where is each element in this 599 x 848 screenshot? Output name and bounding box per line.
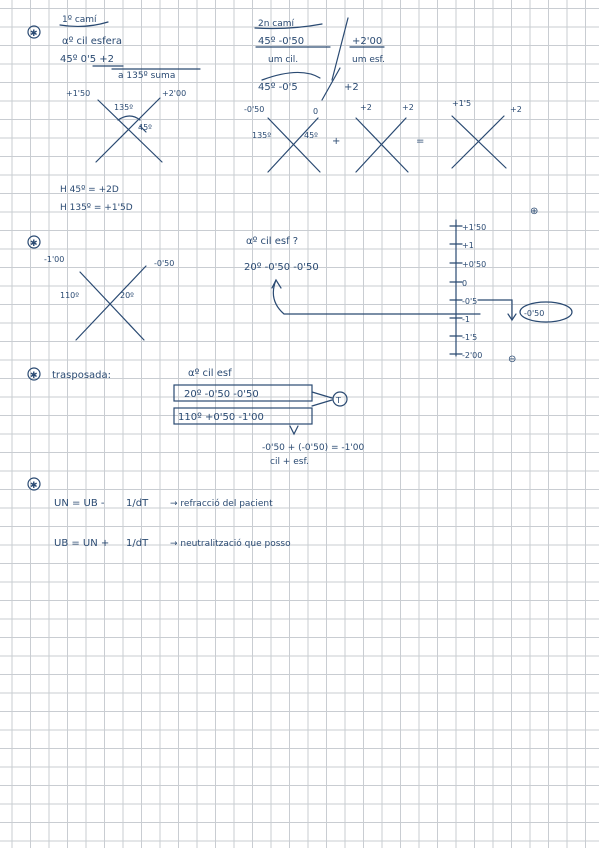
section2-values: 20º -0'50 -0'50 — [244, 262, 319, 273]
section2-header: αº cil esf ? — [246, 236, 299, 247]
second-way-row1-a: 45º -0'50 — [258, 36, 305, 47]
section3-calc-sub: cil + esf. — [270, 457, 309, 467]
formula1-note: → refracció del pacient — [170, 499, 273, 509]
cross-c-top-left: +1'5 — [452, 99, 472, 108]
calc-arrow — [290, 426, 298, 434]
section3-row1: 20º -0'50 -0'50 — [184, 389, 259, 400]
second-way-slash2 — [322, 68, 340, 100]
first-way-note: a 135º suma — [118, 71, 176, 81]
scale-tick-label: -0'5 — [462, 297, 478, 306]
note-h135: H 135º = +1'5D — [60, 203, 133, 213]
t-connector — [312, 392, 332, 398]
scale-highlight: -0'50 — [524, 309, 545, 318]
section3-calc: -0'50 + (-0'50) = -1'00 — [262, 443, 365, 453]
second-way-row2-a: um cil. — [268, 55, 299, 65]
equals-sign: = — [416, 136, 425, 147]
section3-header: αº cil esf — [188, 368, 232, 379]
first-way-values: 45º 0'5 +2 — [60, 54, 115, 65]
cross-b-top-left: +2 — [360, 103, 372, 112]
scale-tick-label: +1'50 — [462, 223, 487, 232]
section4-bullet: ✱ — [30, 481, 38, 491]
cross2-angle-left: 110º — [60, 291, 80, 300]
cross-a-angle-right: 45º — [304, 131, 318, 140]
second-way-title: 2n camí — [258, 19, 295, 29]
second-way-row3-b: +2 — [344, 82, 359, 93]
transfer-arrow — [262, 72, 320, 80]
scale-bracket — [478, 300, 512, 318]
scale-minus-sign: ⊖ — [508, 354, 517, 365]
cross-c-top-right: +2 — [510, 105, 522, 114]
cross2-left-label: -1'00 — [44, 255, 65, 264]
section3-row2: 110º +0'50 -1'00 — [178, 412, 264, 423]
scale-tick-label: +0'50 — [462, 260, 487, 269]
plus-sign: + — [332, 136, 341, 147]
formula2-fraction: 1/dT — [126, 538, 149, 549]
t-label: T — [336, 396, 341, 405]
section3-bullet: ✱ — [30, 371, 38, 381]
axis-cross-second-b — [356, 118, 408, 172]
cross1-right-label: +2'00 — [162, 89, 187, 98]
link-arrow — [273, 280, 480, 314]
cross1-left-label: +1'50 — [66, 89, 91, 98]
cross-b-top-right: +2 — [402, 103, 414, 112]
cross1-angle-upper: 135º — [114, 103, 134, 112]
formula2: UB = UN + — [54, 538, 110, 549]
section1-bullet: ✱ — [30, 29, 38, 39]
second-way-row2-b: um esf. — [352, 55, 385, 65]
cross-a-top-right: 0 — [313, 107, 319, 116]
axis-cross-second-a — [268, 118, 320, 172]
formula1-fraction: 1/dT — [126, 498, 149, 509]
cross-a-top-left: -0'50 — [244, 105, 265, 114]
first-way-header: αº cil esfera — [62, 36, 122, 47]
second-way-row3-a: 45º -0'5 — [258, 82, 298, 93]
cross-a-angle-left: 135º — [252, 131, 272, 140]
second-way-row1-b: +2'00 — [352, 36, 383, 47]
axis-cross-second-c — [452, 116, 506, 168]
formula1: UN = UB - — [54, 498, 105, 509]
cross1-angle-lower: 45º — [138, 123, 152, 132]
scale-plus-sign: ⊕ — [530, 206, 539, 217]
scale-tick-label: 0 — [462, 279, 468, 288]
section2-bullet: ✱ — [30, 239, 38, 249]
scale-tick-label: -2'00 — [462, 351, 483, 360]
note-h45: H 45º = +2D — [60, 185, 119, 195]
scale-tick-label: +1 — [462, 241, 474, 250]
cross2-right-label: -0'50 — [154, 259, 175, 268]
formula2-note: → neutralització que posso — [170, 539, 291, 549]
scale-tick-label: -1 — [462, 315, 470, 324]
scale-tick-label: -1'5 — [462, 333, 478, 342]
second-way-slash — [332, 18, 348, 80]
cross2-angle-right: 20º — [120, 291, 134, 300]
first-way-title: 1º camí — [62, 15, 97, 25]
t-connector2 — [312, 400, 332, 406]
axis-cross-section2 — [76, 266, 146, 340]
section3-title: trasposada: — [52, 370, 112, 381]
